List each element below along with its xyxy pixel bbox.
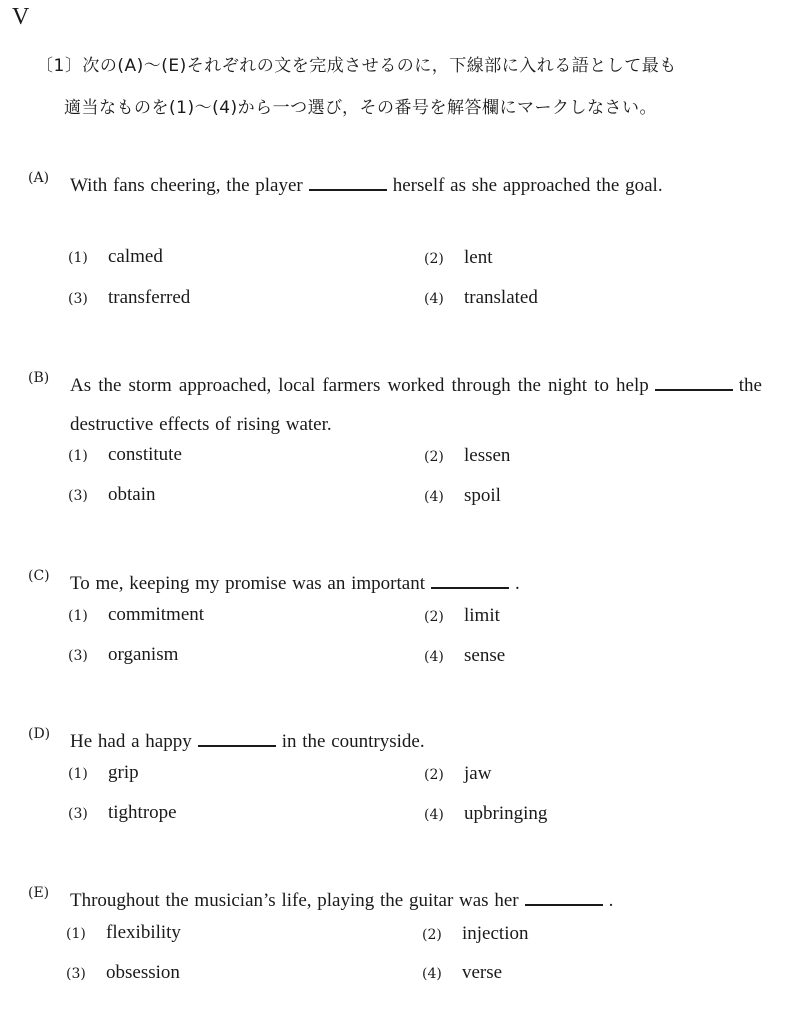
answer-blank	[655, 375, 733, 391]
answer-blank	[309, 175, 387, 191]
section-number: V	[12, 4, 30, 30]
option-number: (3)	[68, 291, 88, 307]
option-text: constitute	[108, 444, 182, 465]
option-number: (4)	[424, 291, 444, 307]
stem-after-blank: the destructive effects of rising water.	[70, 375, 762, 435]
option-text: grip	[108, 762, 139, 783]
option-text: sense	[464, 645, 506, 666]
option-b-2[interactable]	[424, 445, 510, 467]
option-text: spoil	[464, 485, 501, 506]
stem-after-blank: .	[514, 573, 520, 594]
option-text: transferred	[108, 287, 191, 308]
option-text: tightrope	[108, 802, 177, 823]
option-number: (4)	[424, 489, 444, 505]
option-number: (1)	[66, 926, 86, 942]
answer-blank	[431, 573, 509, 589]
question-label: (B)	[28, 370, 50, 386]
stem-before-blank: He had a happy	[70, 731, 192, 752]
option-a-1[interactable]	[68, 246, 163, 268]
option-text: lessen	[464, 445, 511, 466]
option-text: obsession	[106, 962, 180, 983]
stem-before-blank: As the storm approached, local farmers worked through the night to help	[70, 375, 649, 396]
question-label: (C)	[28, 568, 50, 584]
stem-before-blank: With fans cheering, the player	[70, 175, 303, 196]
option-b-4[interactable]	[424, 485, 501, 507]
option-e-1[interactable]	[66, 922, 181, 944]
question-stem	[70, 564, 762, 603]
question-label: (E)	[28, 885, 50, 901]
option-text: jaw	[464, 763, 492, 784]
option-number: (3)	[66, 966, 86, 982]
stem-after-blank: .	[608, 890, 614, 911]
option-number: (4)	[424, 649, 444, 665]
option-number: (4)	[422, 966, 442, 982]
option-text: lent	[464, 247, 493, 268]
answer-blank	[198, 731, 276, 747]
option-number: (1)	[68, 608, 88, 624]
stem-after-blank: herself as she approached the goal.	[392, 175, 663, 196]
option-number: (3)	[68, 648, 88, 664]
option-c-4[interactable]	[424, 645, 505, 667]
option-text: calmed	[108, 246, 163, 267]
option-c-2[interactable]	[424, 605, 500, 627]
option-number: (2)	[424, 251, 444, 267]
question-stem	[70, 366, 762, 444]
option-text: flexibility	[106, 922, 181, 943]
question-label: (D)	[28, 726, 51, 742]
option-a-4[interactable]	[424, 287, 538, 309]
option-number: (1)	[68, 766, 88, 782]
instruction-text	[36, 45, 776, 129]
question-stem	[70, 881, 762, 920]
option-text: commitment	[108, 604, 205, 625]
option-d-4[interactable]	[424, 803, 547, 825]
option-number: (1)	[68, 250, 88, 266]
option-d-2[interactable]	[424, 763, 491, 785]
option-c-3[interactable]	[68, 644, 178, 666]
option-number: (2)	[422, 927, 442, 943]
question-label: (A)	[28, 170, 50, 186]
option-e-4[interactable]	[422, 962, 502, 984]
option-text: obtain	[108, 484, 156, 505]
option-a-2[interactable]	[424, 247, 493, 269]
stem-before-blank: To me, keeping my promise was an important	[70, 573, 425, 594]
instruction-line-1: 〔1〕次の(A)～(E)それぞれの文を完成させるのに，下線部に入れる語として最も	[36, 56, 677, 76]
option-text: limit	[464, 605, 500, 626]
option-c-1[interactable]	[68, 604, 204, 626]
option-e-3[interactable]	[66, 962, 180, 984]
stem-before-blank: Throughout the musician’s life, playing the guitar was her	[70, 890, 519, 911]
option-d-3[interactable]	[68, 802, 177, 824]
option-d-1[interactable]	[68, 762, 139, 784]
question-stem	[70, 722, 762, 761]
option-e-2[interactable]	[422, 923, 528, 945]
question-stem	[70, 166, 762, 205]
option-number: (4)	[424, 807, 444, 823]
option-text: translated	[464, 287, 538, 308]
option-text: organism	[108, 644, 179, 665]
option-text: verse	[462, 962, 503, 983]
instruction-line-2: 適当なものを(1)～(4)から一つ選び，その番号を解答欄にマークしなさい。	[64, 98, 657, 118]
option-b-3[interactable]	[68, 484, 156, 506]
option-a-3[interactable]	[68, 287, 190, 309]
option-text: injection	[462, 923, 529, 944]
option-number: (3)	[68, 806, 88, 822]
option-number: (2)	[424, 609, 444, 625]
option-number: (2)	[424, 449, 444, 465]
stem-after-blank: in the countryside.	[281, 731, 425, 752]
option-number: (3)	[68, 488, 88, 504]
option-number: (2)	[424, 767, 444, 783]
option-number: (1)	[68, 448, 88, 464]
answer-blank	[525, 890, 603, 906]
option-text: upbringing	[464, 803, 548, 824]
option-b-1[interactable]	[68, 444, 182, 466]
